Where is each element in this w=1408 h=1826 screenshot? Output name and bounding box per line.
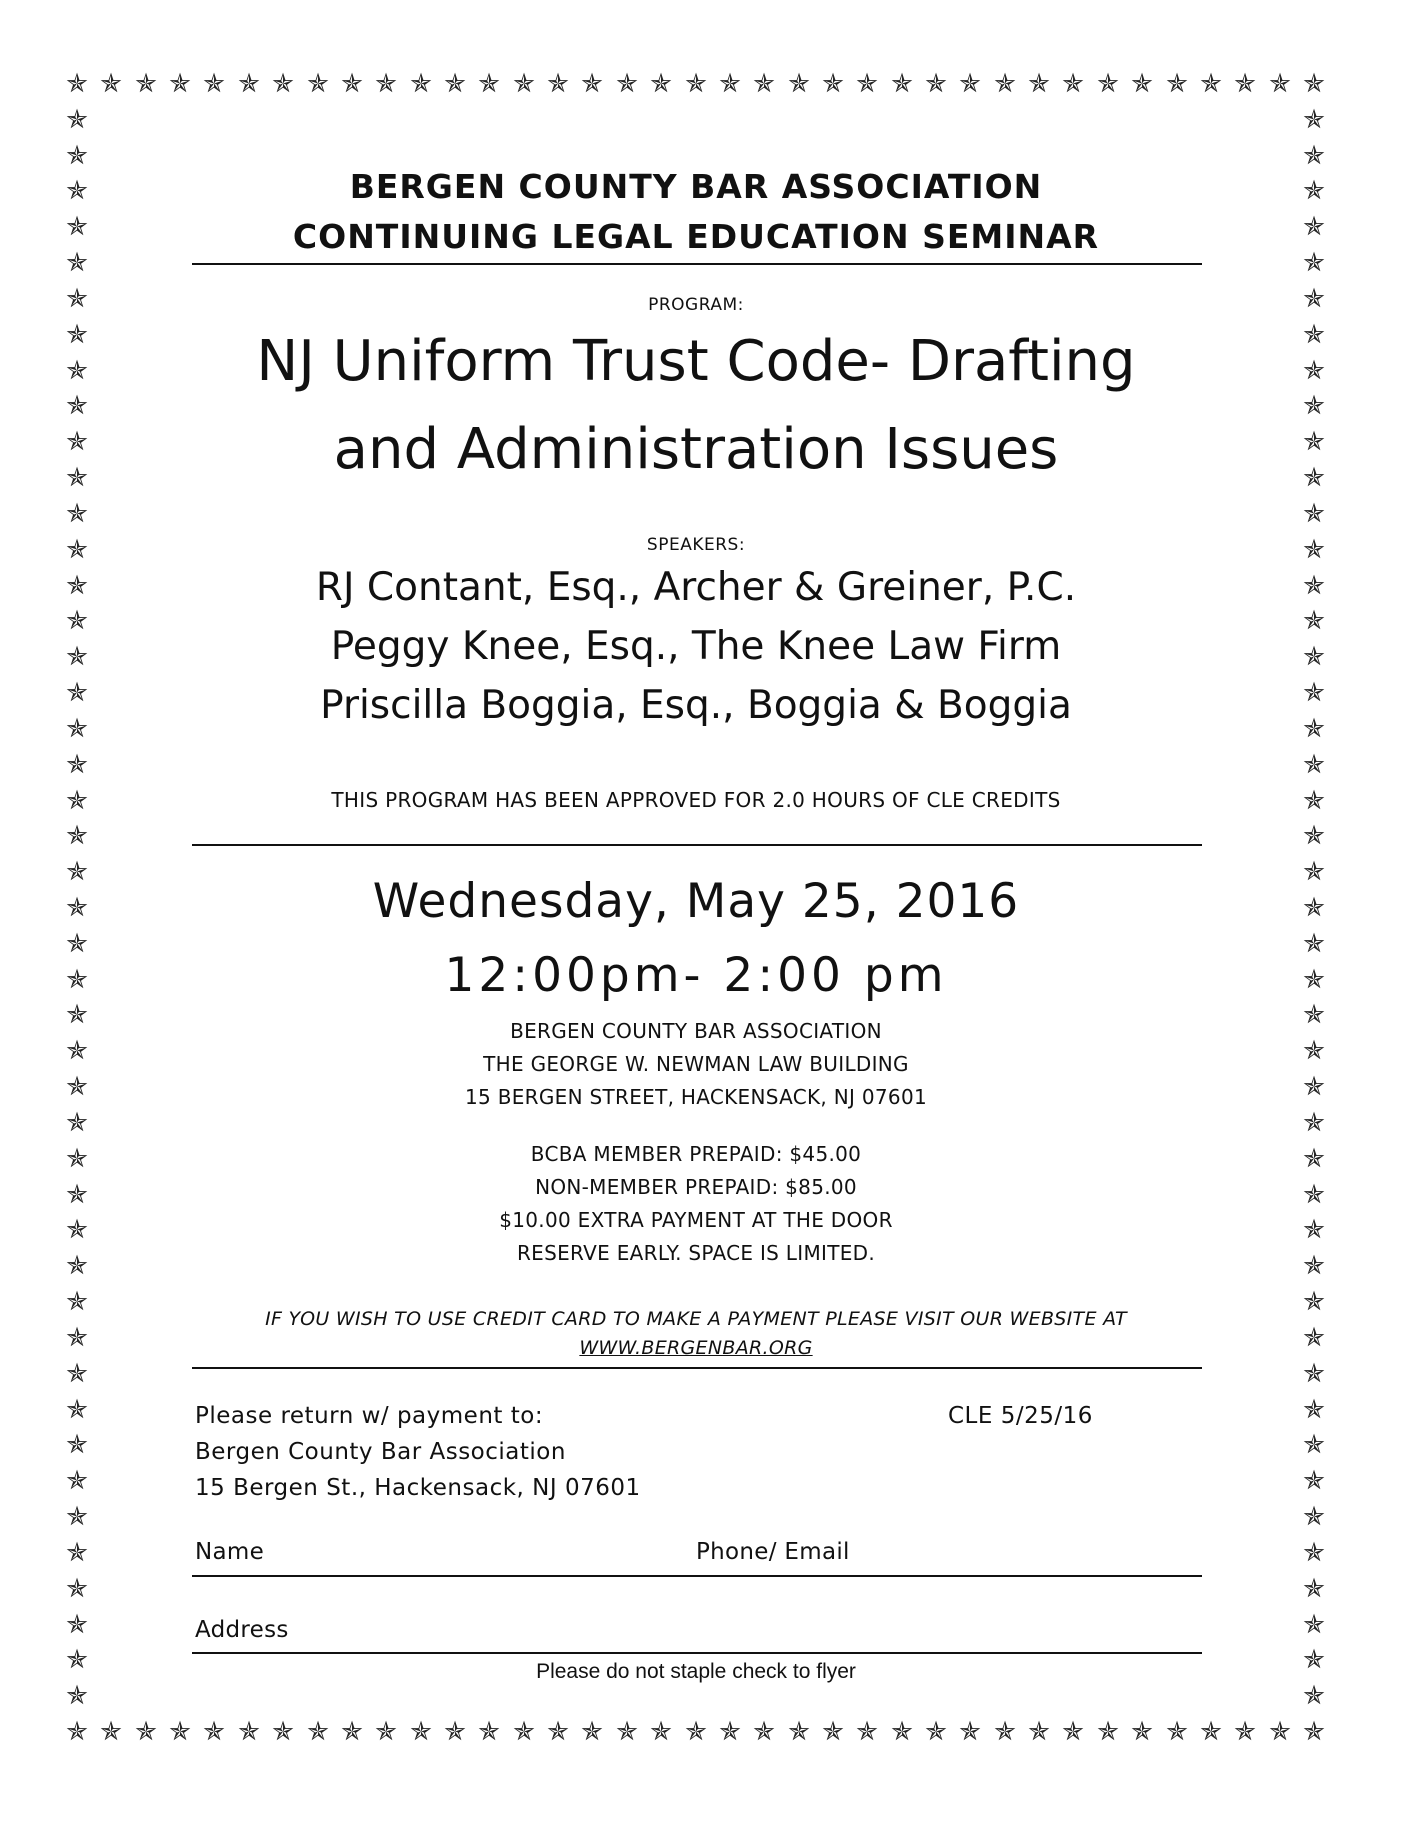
divider-middle: [192, 844, 1202, 846]
fee-list: [190, 1138, 1202, 1270]
star-outline-icon: ✯: [1303, 141, 1325, 171]
star-outline-icon: ✯: [238, 69, 260, 99]
star-outline-icon: ✯: [1200, 69, 1222, 99]
star-outline-icon: ✯: [238, 1717, 260, 1747]
star-outline-icon: ✯: [66, 1180, 88, 1210]
star-outline-icon: ✯: [1303, 1036, 1325, 1066]
star-outline-icon: ✯: [1303, 893, 1325, 923]
star-outline-icon: ✯: [66, 893, 88, 923]
star-outline-icon: ✯: [66, 1502, 88, 1532]
star-outline-icon: ✯: [1303, 606, 1325, 636]
star-outline-icon: ✯: [822, 69, 844, 99]
star-outline-icon: ✯: [66, 965, 88, 995]
star-outline-icon: ✯: [66, 463, 88, 493]
star-outline-icon: ✯: [66, 1574, 88, 1604]
star-outline-icon: ✯: [66, 176, 88, 206]
speaker-item: Priscilla Boggia, Esq., Boggia & Boggia: [320, 683, 1072, 728]
star-outline-icon: ✯: [66, 606, 88, 636]
address-field-label: Address: [195, 1617, 289, 1643]
star-outline-icon: ✯: [375, 1717, 397, 1747]
fee-line: $10.00 EXTRA PAYMENT AT THE DOOR: [499, 1208, 893, 1232]
star-outline-icon: ✯: [1303, 1144, 1325, 1174]
star-outline-icon: ✯: [66, 1395, 88, 1425]
star-outline-icon: ✯: [1303, 1108, 1325, 1138]
star-outline-icon: ✯: [66, 1215, 88, 1245]
fee-line: NON-MEMBER PREPAID: $85.00: [535, 1175, 857, 1199]
star-outline-icon: ✯: [925, 69, 947, 99]
venue-line: BERGEN COUNTY BAR ASSOCIATION: [510, 1019, 882, 1043]
star-outline-icon: ✯: [66, 678, 88, 708]
star-outline-icon: ✯: [1303, 1430, 1325, 1460]
star-outline-icon: ✯: [444, 1717, 466, 1747]
star-outline-icon: ✯: [341, 69, 363, 99]
cle-code: CLE 5/25/16: [948, 1403, 1093, 1429]
cle-credits-note: THIS PROGRAM HAS BEEN APPROVED FOR 2.0 HOURS OF CLE CREDITS: [331, 788, 1061, 812]
star-outline-icon: ✯: [66, 1287, 88, 1317]
star-outline-icon: ✯: [994, 1717, 1016, 1747]
star-outline-icon: ✯: [272, 69, 294, 99]
star-outline-icon: ✯: [1303, 463, 1325, 493]
star-outline-icon: ✯: [1131, 69, 1153, 99]
star-outline-icon: ✯: [1303, 427, 1325, 457]
star-outline-icon: ✯: [1303, 786, 1325, 816]
star-outline-icon: ✯: [1028, 69, 1050, 99]
star-outline-icon: ✯: [410, 1717, 432, 1747]
star-outline-icon: ✯: [1166, 1717, 1188, 1747]
star-outline-icon: ✯: [1166, 69, 1188, 99]
star-outline-icon: ✯: [66, 1645, 88, 1675]
event-time: 12:00pm- 2:00 pm: [444, 948, 948, 1003]
star-outline-icon: ✯: [375, 69, 397, 99]
star-outline-icon: ✯: [66, 1681, 88, 1711]
star-outline-icon: ✯: [135, 1717, 157, 1747]
star-outline-icon: ✯: [1234, 1717, 1256, 1747]
star-outline-icon: ✯: [1303, 499, 1325, 529]
star-outline-icon: ✯: [66, 786, 88, 816]
program-title-line-1: NJ Uniform Trust Code- Drafting: [256, 329, 1136, 394]
star-outline-icon: ✯: [650, 69, 672, 99]
star-outline-icon: ✯: [616, 1717, 638, 1747]
program-label: PROGRAM:: [648, 295, 744, 315]
speaker-list: [190, 558, 1202, 735]
star-outline-icon: ✯: [616, 69, 638, 99]
star-outline-icon: ✯: [753, 69, 775, 99]
program-title: [190, 318, 1202, 494]
star-outline-icon: ✯: [1303, 965, 1325, 995]
star-outline-icon: ✯: [1303, 391, 1325, 421]
star-outline-icon: ✯: [444, 69, 466, 99]
star-outline-icon: ✯: [1303, 1466, 1325, 1496]
star-outline-icon: ✯: [66, 1144, 88, 1174]
star-outline-icon: ✯: [66, 1466, 88, 1496]
star-outline-icon: ✯: [547, 1717, 569, 1747]
star-outline-icon: ✯: [1303, 750, 1325, 780]
name-phone-field-line[interactable]: [192, 1575, 1202, 1577]
star-outline-icon: ✯: [100, 69, 122, 99]
star-outline-icon: ✯: [66, 248, 88, 278]
star-outline-icon: ✯: [1062, 1717, 1084, 1747]
venue-address: [190, 1015, 1202, 1114]
star-outline-icon: ✯: [203, 1717, 225, 1747]
star-outline-icon: ✯: [66, 1717, 88, 1747]
star-outline-icon: ✯: [822, 1717, 844, 1747]
credit-card-text: IF YOU WISH TO USE CREDIT CARD TO MAKE A PAYMENT PLEASE VISIT OUR WEBSITE AT: [265, 1308, 1127, 1330]
star-outline-icon: ✯: [1303, 1323, 1325, 1353]
speaker-item: RJ Contant, Esq., Archer & Greiner, P.C.: [315, 565, 1077, 610]
star-outline-icon: ✯: [66, 1610, 88, 1640]
star-outline-icon: ✯: [856, 69, 878, 99]
star-outline-icon: ✯: [66, 821, 88, 851]
star-outline-icon: ✯: [66, 1323, 88, 1353]
star-outline-icon: ✯: [66, 356, 88, 386]
star-outline-icon: ✯: [1303, 212, 1325, 242]
star-outline-icon: ✯: [891, 69, 913, 99]
star-outline-icon: ✯: [203, 69, 225, 99]
star-outline-icon: ✯: [66, 535, 88, 565]
star-outline-icon: ✯: [1303, 356, 1325, 386]
star-outline-icon: ✯: [581, 69, 603, 99]
star-outline-icon: ✯: [66, 1538, 88, 1568]
return-line: Bergen County Bar Association: [195, 1439, 566, 1465]
star-outline-icon: ✯: [1131, 1717, 1153, 1747]
star-outline-icon: ✯: [1269, 69, 1291, 99]
star-outline-icon: ✯: [1303, 1538, 1325, 1568]
star-outline-icon: ✯: [100, 1717, 122, 1747]
speaker-item: Peggy Knee, Esq., The Knee Law Firm: [330, 624, 1062, 669]
star-outline-icon: ✯: [66, 571, 88, 601]
venue-line: 15 BERGEN STREET, HACKENSACK, NJ 07601: [464, 1085, 927, 1109]
star-outline-icon: ✯: [66, 427, 88, 457]
star-outline-icon: ✯: [1097, 69, 1119, 99]
star-outline-icon: ✯: [1303, 1000, 1325, 1030]
star-outline-icon: ✯: [1303, 69, 1325, 99]
name-field-label: Name: [195, 1539, 265, 1565]
star-outline-icon: ✯: [1303, 714, 1325, 744]
star-outline-icon: ✯: [135, 69, 157, 99]
star-outline-icon: ✯: [788, 1717, 810, 1747]
return-line: Please return w/ payment to:: [195, 1403, 544, 1429]
divider-form: [192, 1367, 1202, 1369]
star-outline-icon: ✯: [1303, 1645, 1325, 1675]
star-outline-icon: ✯: [1097, 1717, 1119, 1747]
star-outline-icon: ✯: [66, 284, 88, 314]
star-outline-icon: ✯: [307, 69, 329, 99]
address-field-line[interactable]: [192, 1652, 1202, 1654]
star-outline-icon: ✯: [1303, 1215, 1325, 1245]
star-outline-icon: ✯: [547, 69, 569, 99]
star-outline-icon: ✯: [66, 105, 88, 135]
star-outline-icon: ✯: [1303, 642, 1325, 672]
star-outline-icon: ✯: [1269, 1717, 1291, 1747]
star-outline-icon: ✯: [1303, 678, 1325, 708]
star-outline-icon: ✯: [66, 499, 88, 529]
star-outline-icon: ✯: [66, 714, 88, 744]
star-outline-icon: ✯: [66, 1036, 88, 1066]
star-outline-icon: ✯: [513, 69, 535, 99]
star-outline-icon: ✯: [1303, 1180, 1325, 1210]
star-outline-icon: ✯: [66, 212, 88, 242]
star-outline-icon: ✯: [478, 1717, 500, 1747]
star-outline-icon: ✯: [66, 391, 88, 421]
star-outline-icon: ✯: [581, 1717, 603, 1747]
star-outline-icon: ✯: [478, 69, 500, 99]
star-outline-icon: ✯: [1200, 1717, 1222, 1747]
org-line-1: BERGEN COUNTY BAR ASSOCIATION: [349, 167, 1043, 206]
star-outline-icon: ✯: [1303, 821, 1325, 851]
star-outline-icon: ✯: [1234, 69, 1256, 99]
star-outline-icon: ✯: [994, 69, 1016, 99]
star-outline-icon: ✯: [1303, 248, 1325, 278]
star-outline-icon: ✯: [685, 69, 707, 99]
star-outline-icon: ✯: [685, 1717, 707, 1747]
star-outline-icon: ✯: [1303, 1502, 1325, 1532]
star-outline-icon: ✯: [410, 69, 432, 99]
star-outline-icon: ✯: [272, 1717, 294, 1747]
star-outline-icon: ✯: [1303, 535, 1325, 565]
fee-line: RESERVE EARLY. SPACE IS LIMITED.: [516, 1241, 876, 1265]
star-outline-icon: ✯: [856, 1717, 878, 1747]
star-outline-icon: ✯: [959, 69, 981, 99]
star-outline-icon: ✯: [66, 1359, 88, 1389]
credit-card-note: [190, 1305, 1202, 1363]
star-outline-icon: ✯: [650, 1717, 672, 1747]
star-outline-icon: ✯: [66, 929, 88, 959]
star-outline-icon: ✯: [1303, 1072, 1325, 1102]
fee-line: BCBA MEMBER PREPAID: $45.00: [530, 1142, 862, 1166]
star-outline-icon: ✯: [719, 1717, 741, 1747]
org-line-2: CONTINUING LEGAL EDUCATION SEMINAR: [292, 217, 1100, 256]
star-outline-icon: ✯: [1303, 1717, 1325, 1747]
star-outline-icon: ✯: [1303, 571, 1325, 601]
website-link[interactable]: WWW.BERGENBAR.ORG: [579, 1337, 813, 1359]
star-outline-icon: ✯: [169, 1717, 191, 1747]
star-outline-icon: ✯: [1303, 929, 1325, 959]
star-outline-icon: ✯: [66, 1072, 88, 1102]
star-outline-icon: ✯: [1303, 1681, 1325, 1711]
star-outline-icon: ✯: [513, 1717, 535, 1747]
star-outline-icon: ✯: [66, 141, 88, 171]
star-outline-icon: ✯: [66, 1251, 88, 1281]
return-address: [195, 1398, 641, 1506]
star-outline-icon: ✯: [66, 857, 88, 887]
star-outline-icon: ✯: [959, 1717, 981, 1747]
star-outline-icon: ✯: [1062, 69, 1084, 99]
star-outline-icon: ✯: [66, 320, 88, 350]
star-outline-icon: ✯: [1303, 320, 1325, 350]
star-outline-icon: ✯: [1303, 1359, 1325, 1389]
star-outline-icon: ✯: [891, 1717, 913, 1747]
star-outline-icon: ✯: [66, 1430, 88, 1460]
star-outline-icon: ✯: [1303, 284, 1325, 314]
star-outline-icon: ✯: [1028, 1717, 1050, 1747]
star-outline-icon: ✯: [788, 69, 810, 99]
venue-line: THE GEORGE W. NEWMAN LAW BUILDING: [483, 1052, 909, 1076]
star-outline-icon: ✯: [341, 1717, 363, 1747]
divider-top: [192, 263, 1202, 265]
star-outline-icon: ✯: [1303, 1251, 1325, 1281]
star-outline-icon: ✯: [307, 1717, 329, 1747]
star-outline-icon: ✯: [1303, 857, 1325, 887]
event-date: Wednesday, May 25, 2016: [372, 874, 1020, 929]
staple-footnote: Please do not staple check to flyer: [536, 1660, 856, 1683]
star-outline-icon: ✯: [66, 1108, 88, 1138]
star-outline-icon: ✯: [66, 1000, 88, 1030]
speakers-label: SPEAKERS:: [646, 535, 746, 555]
star-outline-icon: ✯: [169, 69, 191, 99]
star-outline-icon: ✯: [753, 1717, 775, 1747]
star-outline-icon: ✯: [66, 750, 88, 780]
org-heading: [190, 162, 1202, 262]
star-outline-icon: ✯: [1303, 1287, 1325, 1317]
program-title-line-2: and Administration Issues: [333, 417, 1059, 482]
star-outline-icon: ✯: [1303, 1395, 1325, 1425]
star-outline-icon: ✯: [66, 69, 88, 99]
return-line: 15 Bergen St., Hackensack, NJ 07601: [195, 1475, 641, 1501]
phone-email-field-label: Phone/ Email: [696, 1539, 850, 1565]
star-outline-icon: ✯: [66, 642, 88, 672]
star-outline-icon: ✯: [719, 69, 741, 99]
star-outline-icon: ✯: [1303, 1574, 1325, 1604]
star-outline-icon: ✯: [1303, 105, 1325, 135]
star-outline-icon: ✯: [925, 1717, 947, 1747]
star-outline-icon: ✯: [1303, 176, 1325, 206]
star-outline-icon: ✯: [1303, 1610, 1325, 1640]
